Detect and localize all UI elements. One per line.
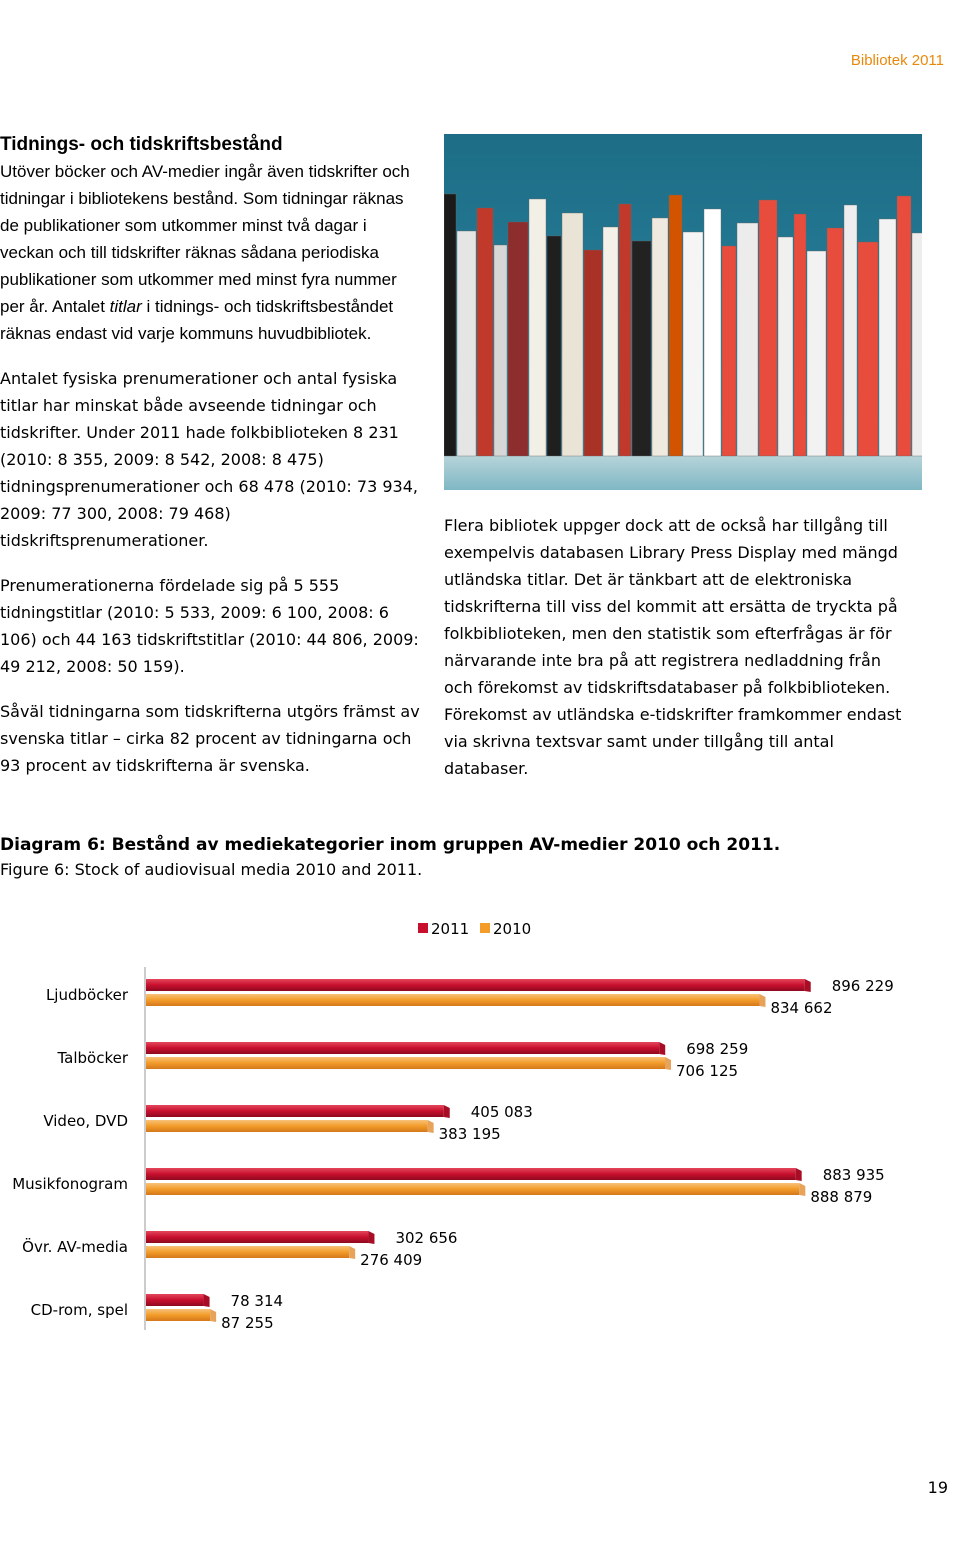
data-label-2011: 302 656 (395, 1229, 458, 1247)
intro-sans-text: Utöver böcker och AV-medier ingår även tidskrifter och tidningar i bibliotekens bestånd. Som tidningar räknas de publikationer som utkommer minst två dagar i veckan och till tidskrifter räknas sådana periodiska publikationer som utkommer med minst fyra nummer per år. (0, 162, 410, 316)
paragraph-subscriptions: Antalet fysiska prenumerationer och antal fysiska titlar har minskat både avseende tidningar och tidskrifter. Under 2011 hade folkbiblioteken 8 231 (2010: 8 355, 2009: 8 542, 2008: 8 475) tidningsprenumerationer och 68 478 (2010: 73 934, 2009: 77 300, 2008: 79 468) tidskriftsprenumerationer. (0, 369, 418, 550)
bar-cap-2011 (796, 1168, 802, 1181)
data-label-2010: 706 125 (676, 1062, 739, 1080)
category-label: Ljudböcker (45, 986, 128, 1004)
bar-2011 (146, 1231, 368, 1243)
intro-post: i tidnings- och tidskriftsbeståndet räknas endast vid varje kommuns huvudbibliotek. (0, 297, 394, 343)
bar-2010 (146, 1057, 665, 1069)
bar-cap-2011 (659, 1042, 665, 1055)
data-label-2011: 78 314 (230, 1292, 284, 1310)
bar-cap-2011 (368, 1231, 374, 1244)
paragraph-databases: Flera bibliotek uppger dock att de också har tillgång till exempelvis databasen Library Press Display med mängd utländska titlar. Det är tänkbart att de elektroniska tidskrifterna till viss del kommit att ersätta de tryckta på folkbiblioteken, men den statistik som efterfrågas är för närvarande inte bra på att registrera nedladdning från och förekomst av tidskriftsdatabaser på folkbiblioteken. Förekomst av utländska e-tidskrifter framkommer endast via skrivna textsvar samt under tillgång till antal databaser. (444, 516, 902, 778)
legend-swatch-2010 (480, 923, 490, 933)
av-media-bar-chart (0, 905, 960, 1355)
category-label: Musikfonogram (12, 1175, 128, 1193)
right-column (444, 512, 914, 800)
bar-cap-2011 (444, 1105, 450, 1118)
category-label: Video, DVD (43, 1112, 128, 1130)
bar-2011 (146, 1042, 659, 1054)
bar-2010 (146, 1309, 210, 1321)
running-header: Bibliotek 2011 (850, 52, 944, 69)
bar-2010 (146, 994, 759, 1006)
bar-cap-2011 (204, 1294, 210, 1307)
intro-paragraph (0, 158, 425, 347)
category-label: CD-rom, spel (30, 1301, 128, 1319)
bar-2011 (146, 979, 805, 991)
data-label-2011: 883 935 (822, 1166, 885, 1184)
bar-cap-2010 (210, 1309, 216, 1322)
bar-cap-2010 (349, 1246, 355, 1259)
bookshelf-photo (444, 134, 922, 490)
data-label-2010: 834 662 (770, 999, 833, 1017)
bar-cap-2011 (805, 979, 811, 992)
bar-2010 (146, 1183, 799, 1195)
left-column (0, 132, 425, 797)
category-label: Talböcker (57, 1049, 128, 1067)
paragraph-titles: Prenumerationerna fördelade sig på 5 555 tidningstitlar (2010: 5 533, 2009: 6 100, 2008: 6 106) och 44 163 tidskriftstitlar (2010: 44 806, 2009: 49 212, 2008: 50 159). (0, 576, 419, 676)
bar-2011 (146, 1105, 444, 1117)
intro-pre: Antalet (52, 297, 110, 316)
bar-cap-2010 (665, 1057, 671, 1070)
data-label-2011: 405 083 (470, 1103, 533, 1121)
legend-label-2010: 2010 (493, 920, 532, 938)
data-label-2011: 896 229 (831, 977, 894, 995)
bar-2011 (146, 1294, 204, 1306)
bar-cap-2010 (428, 1120, 434, 1133)
data-label-2010: 383 195 (438, 1125, 501, 1143)
bar-2011 (146, 1168, 796, 1180)
legend-label-2011: 2011 (431, 920, 470, 938)
diagram-title: Diagram 6: Bestånd av mediekategorier inom gruppen AV-medier 2010 och 2011. (0, 835, 781, 855)
bar-cap-2010 (799, 1183, 805, 1196)
legend-swatch-2011 (418, 923, 428, 933)
section-title: Tidnings- och tidskriftsbestånd (0, 134, 283, 155)
bar-2010 (146, 1120, 428, 1132)
diagram-subtitle: Figure 6: Stock of audiovisual media 2010 and 2011. (0, 860, 423, 879)
data-label-2010: 276 409 (360, 1251, 423, 1269)
bar-2010 (146, 1246, 349, 1258)
bar-cap-2010 (759, 994, 765, 1007)
data-label-2010: 888 879 (810, 1188, 873, 1206)
intro-italic: titlar (109, 297, 142, 316)
data-label-2011: 698 259 (686, 1040, 749, 1058)
category-label: Övr. AV-media (22, 1238, 128, 1256)
page-number: 19 (927, 1478, 948, 1497)
paragraph-swedish-share: Såväl tidningarna som tidskrifterna utgörs främst av svenska titlar – cirka 82 procent av tidningarna och 93 procent av tidskrifterna är svenska. (0, 702, 420, 775)
data-label-2010: 87 255 (221, 1314, 274, 1332)
